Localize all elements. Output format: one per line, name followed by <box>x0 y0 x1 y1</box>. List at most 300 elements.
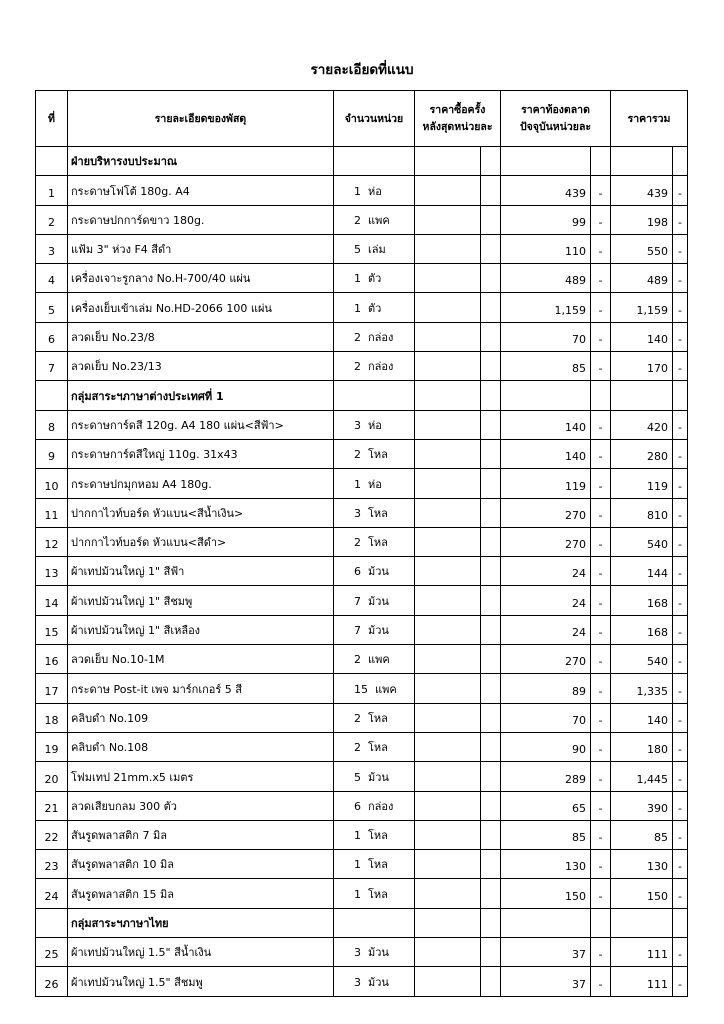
item-detail: ผ้าเทปม้วนใหญ่ 1.5" สีน้ำเงิน <box>68 938 334 967</box>
table-row <box>36 938 688 967</box>
item-detail: กระดาษการ์ดสี 120g. A4 180 แผ่น<สีฟ้า> <box>68 410 334 439</box>
item-price-fraction: - <box>591 615 611 644</box>
last-price-fraction <box>481 498 501 527</box>
item-price: 70 <box>501 703 591 732</box>
item-price: 37 <box>501 938 591 967</box>
empty-cell <box>36 381 68 410</box>
item-no: 17 <box>36 674 68 703</box>
item-total: 140 <box>611 322 673 351</box>
item-price-fraction: - <box>591 586 611 615</box>
table-row <box>36 527 688 556</box>
item-total: 540 <box>611 527 673 556</box>
item-detail: เครื่องเจาะรูกลาง No.H-700/40 แผ่น <box>68 264 334 293</box>
item-price-fraction: - <box>591 762 611 791</box>
item-price-fraction: - <box>591 703 611 732</box>
item-no: 5 <box>36 293 68 322</box>
last-price-fraction <box>481 234 501 263</box>
last-price <box>415 352 481 381</box>
item-total: 489 <box>611 264 673 293</box>
empty-cell <box>415 908 481 937</box>
item-no: 2 <box>36 205 68 234</box>
last-price <box>415 557 481 586</box>
item-total: 111 <box>611 938 673 967</box>
item-total-fraction: - <box>673 967 688 996</box>
last-price-fraction <box>481 176 501 205</box>
item-qty: 1 <box>354 858 361 872</box>
item-qty-cell <box>334 527 415 556</box>
item-qty: 2 <box>354 360 361 374</box>
item-price-fraction: - <box>591 352 611 381</box>
last-price <box>415 967 481 996</box>
last-price-fraction <box>481 264 501 293</box>
last-price-fraction <box>481 557 501 586</box>
item-detail: ผ้าเทปม้วนใหญ่ 1" สีเหลือง <box>68 615 334 644</box>
table-row <box>36 791 688 820</box>
last-price <box>415 615 481 644</box>
item-total-fraction: - <box>673 557 688 586</box>
last-price <box>415 322 481 351</box>
items-table <box>35 90 688 997</box>
item-unit: โหล <box>368 887 388 901</box>
item-no: 20 <box>36 762 68 791</box>
item-no: 3 <box>36 234 68 263</box>
table-row <box>36 645 688 674</box>
page-title: รายละเอียดที่แนบ <box>310 62 414 78</box>
item-unit: ม้วน <box>368 975 389 989</box>
last-price <box>415 879 481 908</box>
item-qty: 5 <box>354 243 361 257</box>
group-row <box>36 381 688 410</box>
table-row <box>36 322 688 351</box>
item-no: 23 <box>36 850 68 879</box>
item-unit: ห่อ <box>368 477 382 491</box>
table-row <box>36 615 688 644</box>
header-qty: จำนวนหน่วย <box>334 91 415 147</box>
item-detail: กระดาษปกการ์ดขาว 180g. <box>68 205 334 234</box>
item-total: 168 <box>611 615 673 644</box>
last-price-fraction <box>481 322 501 351</box>
last-price-fraction <box>481 410 501 439</box>
item-price-fraction: - <box>591 791 611 820</box>
item-unit: กล่อง <box>368 799 394 813</box>
item-qty: 7 <box>354 594 361 608</box>
item-unit: แพค <box>375 682 397 696</box>
table-row <box>36 352 688 381</box>
item-no: 24 <box>36 879 68 908</box>
item-total: 168 <box>611 586 673 615</box>
table-row <box>36 205 688 234</box>
item-detail: โฟมเทป 21mm.x5 เมตร <box>68 762 334 791</box>
item-price: 270 <box>501 527 591 556</box>
empty-cell <box>334 908 415 937</box>
item-no: 1 <box>36 176 68 205</box>
item-total-fraction: - <box>673 176 688 205</box>
item-detail: ผ้าเทปม้วนใหญ่ 1.5" สีชมพู <box>68 967 334 996</box>
table-row <box>36 879 688 908</box>
last-price <box>415 527 481 556</box>
item-qty: 3 <box>354 418 361 432</box>
last-price-fraction <box>481 674 501 703</box>
last-price-fraction <box>481 205 501 234</box>
item-total-fraction: - <box>673 850 688 879</box>
item-no: 26 <box>36 967 68 996</box>
item-unit: โหล <box>368 829 388 843</box>
last-price-fraction <box>481 703 501 732</box>
item-detail: กระดาษการ์ดสีใหญ่ 110g. 31x43 <box>68 439 334 468</box>
table-row <box>36 762 688 791</box>
item-detail: ลวดเสียบกลม 300 ตัว <box>68 791 334 820</box>
item-qty-cell <box>334 791 415 820</box>
last-price-fraction <box>481 967 501 996</box>
item-no: 12 <box>36 527 68 556</box>
table-row <box>36 498 688 527</box>
item-total: 180 <box>611 732 673 761</box>
item-unit: ม้วน <box>368 946 389 960</box>
empty-cell <box>591 381 611 410</box>
item-price: 24 <box>501 557 591 586</box>
header-no: ที่ <box>36 91 68 147</box>
table-row <box>36 293 688 322</box>
last-price <box>415 498 481 527</box>
item-total-fraction: - <box>673 762 688 791</box>
item-detail: สันรูดพลาสติก 10 มิล <box>68 850 334 879</box>
item-detail: คลิบดำ No.108 <box>68 732 334 761</box>
item-qty-cell <box>334 674 415 703</box>
item-total: 390 <box>611 791 673 820</box>
item-no: 14 <box>36 586 68 615</box>
item-total: 540 <box>611 645 673 674</box>
table-row <box>36 850 688 879</box>
item-total: 144 <box>611 557 673 586</box>
item-price-fraction: - <box>591 938 611 967</box>
item-price-fraction: - <box>591 234 611 263</box>
header-total: ราคารวม <box>611 91 688 147</box>
table-row <box>36 469 688 498</box>
item-price: 270 <box>501 645 591 674</box>
item-qty: 2 <box>354 653 361 667</box>
item-no: 9 <box>36 439 68 468</box>
item-detail: กระดาษปกมุกหอม A4 180g. <box>68 469 334 498</box>
item-qty-cell <box>334 205 415 234</box>
item-total-fraction: - <box>673 791 688 820</box>
last-price-fraction <box>481 732 501 761</box>
item-detail: ปากกาไวท์บอร์ด หัวแบน<สีน้ำเงิน> <box>68 498 334 527</box>
item-qty-cell <box>334 469 415 498</box>
item-total: 130 <box>611 850 673 879</box>
item-unit: โหล <box>368 448 388 462</box>
item-qty-cell <box>334 439 415 468</box>
item-total-fraction: - <box>673 469 688 498</box>
item-no: 4 <box>36 264 68 293</box>
item-total-fraction: - <box>673 410 688 439</box>
table-row <box>36 557 688 586</box>
item-unit: ม้วน <box>368 565 389 579</box>
item-unit: โหล <box>368 741 388 755</box>
item-no: 13 <box>36 557 68 586</box>
table-row <box>36 176 688 205</box>
item-qty: 2 <box>354 448 361 462</box>
item-unit: ตัว <box>368 301 382 315</box>
item-qty-cell <box>334 557 415 586</box>
item-detail: ลวดเย็บ No.10-1M <box>68 645 334 674</box>
item-price-fraction: - <box>591 645 611 674</box>
item-total-fraction: - <box>673 586 688 615</box>
item-qty: 7 <box>354 624 361 638</box>
item-qty-cell <box>334 850 415 879</box>
item-qty: 3 <box>354 975 361 989</box>
empty-cell <box>481 908 501 937</box>
item-total-fraction: - <box>673 820 688 849</box>
item-total-fraction: - <box>673 879 688 908</box>
item-no: 10 <box>36 469 68 498</box>
item-price: 85 <box>501 820 591 849</box>
last-price <box>415 703 481 732</box>
last-price <box>415 469 481 498</box>
table-row <box>36 732 688 761</box>
item-total: 119 <box>611 469 673 498</box>
item-total: 439 <box>611 176 673 205</box>
last-price <box>415 820 481 849</box>
last-price <box>415 586 481 615</box>
item-detail: เครื่องเย็บเข้าเล่ม No.HD-2066 100 แผ่น <box>68 293 334 322</box>
item-total-fraction: - <box>673 322 688 351</box>
item-total-fraction: - <box>673 234 688 263</box>
item-unit: ห่อ <box>368 184 382 198</box>
item-qty-cell <box>334 879 415 908</box>
item-no: 25 <box>36 938 68 967</box>
last-price-fraction <box>481 645 501 674</box>
table-row <box>36 967 688 996</box>
item-total-fraction: - <box>673 439 688 468</box>
item-total-fraction: - <box>673 498 688 527</box>
item-unit: โหล <box>368 536 388 550</box>
item-total: 810 <box>611 498 673 527</box>
item-unit: ม้วน <box>368 624 389 638</box>
empty-cell <box>611 908 673 937</box>
last-price <box>415 176 481 205</box>
item-qty-cell <box>334 352 415 381</box>
item-qty-cell <box>334 820 415 849</box>
item-price: 110 <box>501 234 591 263</box>
item-total: 420 <box>611 410 673 439</box>
item-price: 99 <box>501 205 591 234</box>
item-unit: ม้วน <box>368 770 389 784</box>
item-price: 90 <box>501 732 591 761</box>
item-price-fraction: - <box>591 879 611 908</box>
item-price: 119 <box>501 469 591 498</box>
empty-cell <box>481 147 501 176</box>
item-price-fraction: - <box>591 820 611 849</box>
empty-cell <box>501 381 591 410</box>
empty-cell <box>36 908 68 937</box>
last-price-fraction <box>481 879 501 908</box>
item-price: 65 <box>501 791 591 820</box>
empty-cell <box>36 147 68 176</box>
item-total: 111 <box>611 967 673 996</box>
item-detail: ลวดเย็บ No.23/8 <box>68 322 334 351</box>
item-no: 6 <box>36 322 68 351</box>
empty-cell <box>591 147 611 176</box>
item-total: 1,445 <box>611 762 673 791</box>
empty-cell <box>611 147 673 176</box>
item-no: 8 <box>36 410 68 439</box>
item-price-fraction: - <box>591 850 611 879</box>
item-total: 1,335 <box>611 674 673 703</box>
group-row <box>36 147 688 176</box>
item-total: 550 <box>611 234 673 263</box>
last-price-fraction <box>481 762 501 791</box>
last-price <box>415 410 481 439</box>
item-qty-cell <box>334 322 415 351</box>
item-unit: กล่อง <box>368 331 394 345</box>
item-qty-cell <box>334 498 415 527</box>
empty-cell <box>673 147 688 176</box>
item-price-fraction: - <box>591 264 611 293</box>
item-price: 289 <box>501 762 591 791</box>
item-price-fraction: - <box>591 967 611 996</box>
last-price <box>415 850 481 879</box>
item-price-fraction: - <box>591 469 611 498</box>
item-unit: กล่อง <box>368 360 394 374</box>
last-price-fraction <box>481 439 501 468</box>
last-price-fraction <box>481 820 501 849</box>
item-price-fraction: - <box>591 439 611 468</box>
item-qty: 3 <box>354 946 361 960</box>
item-price-fraction: - <box>591 732 611 761</box>
item-price: 439 <box>501 176 591 205</box>
item-qty: 2 <box>354 711 361 725</box>
last-price <box>415 234 481 263</box>
item-qty-cell <box>334 264 415 293</box>
last-price <box>415 732 481 761</box>
item-qty-cell <box>334 410 415 439</box>
item-qty: 1 <box>354 887 361 901</box>
item-price: 24 <box>501 615 591 644</box>
item-price: 70 <box>501 322 591 351</box>
empty-cell <box>591 908 611 937</box>
item-qty: 2 <box>354 741 361 755</box>
item-total-fraction: - <box>673 615 688 644</box>
item-total-fraction: - <box>673 732 688 761</box>
last-price-fraction <box>481 791 501 820</box>
empty-cell <box>481 381 501 410</box>
item-total-fraction: - <box>673 703 688 732</box>
item-price: 24 <box>501 586 591 615</box>
group-row <box>36 908 688 937</box>
group-title: กลุ่มสาระฯภาษาไทย <box>68 908 334 937</box>
item-qty-cell <box>334 732 415 761</box>
item-price: 140 <box>501 439 591 468</box>
last-price <box>415 791 481 820</box>
item-price: 89 <box>501 674 591 703</box>
item-total: 140 <box>611 703 673 732</box>
item-total-fraction: - <box>673 293 688 322</box>
item-unit: แพค <box>368 653 390 667</box>
item-unit: แพค <box>368 213 390 227</box>
item-price-fraction: - <box>591 205 611 234</box>
item-qty: 1 <box>354 477 361 491</box>
item-qty-cell <box>334 615 415 644</box>
last-price <box>415 762 481 791</box>
item-qty-cell <box>334 586 415 615</box>
last-price-fraction <box>481 850 501 879</box>
item-price-fraction: - <box>591 674 611 703</box>
item-price-fraction: - <box>591 527 611 556</box>
item-unit: ม้วน <box>368 594 389 608</box>
empty-cell <box>415 381 481 410</box>
item-total: 170 <box>611 352 673 381</box>
item-qty: 1 <box>354 829 361 843</box>
table-row <box>36 586 688 615</box>
item-total-fraction: - <box>673 527 688 556</box>
item-total-fraction: - <box>673 938 688 967</box>
item-price-fraction: - <box>591 293 611 322</box>
item-price-fraction: - <box>591 557 611 586</box>
item-detail: ผ้าเทปม้วนใหญ่ 1" สีฟ้า <box>68 557 334 586</box>
item-price: 140 <box>501 410 591 439</box>
item-price: 489 <box>501 264 591 293</box>
item-qty-cell <box>334 938 415 967</box>
item-unit: โหล <box>368 506 388 520</box>
table-row <box>36 674 688 703</box>
last-price <box>415 439 481 468</box>
empty-cell <box>334 381 415 410</box>
last-price <box>415 264 481 293</box>
item-qty: 2 <box>354 213 361 227</box>
item-total-fraction: - <box>673 674 688 703</box>
item-qty-cell <box>334 762 415 791</box>
item-unit: เล่ม <box>368 243 386 257</box>
last-price-fraction <box>481 527 501 556</box>
item-price-fraction: - <box>591 410 611 439</box>
item-qty-cell <box>334 293 415 322</box>
item-detail: สันรูดพลาสติก 7 มิล <box>68 820 334 849</box>
item-no: 11 <box>36 498 68 527</box>
item-qty: 1 <box>354 301 361 315</box>
item-price-fraction: - <box>591 322 611 351</box>
last-price <box>415 938 481 967</box>
item-price-fraction: - <box>591 176 611 205</box>
item-total-fraction: - <box>673 352 688 381</box>
table-row <box>36 703 688 732</box>
empty-cell <box>673 381 688 410</box>
item-unit: ห่อ <box>368 418 382 432</box>
item-total: 85 <box>611 820 673 849</box>
header-last-price: ราคาซื้อครั้ง หลังสุดหน่วยละ <box>415 91 501 147</box>
item-detail: สันรูดพลาสติก 15 มิล <box>68 879 334 908</box>
item-unit: โหล <box>368 858 388 872</box>
group-title: ฝ่ายบริหารงบประมาณ <box>68 147 334 176</box>
item-total: 1,159 <box>611 293 673 322</box>
table-row <box>36 234 688 263</box>
last-price <box>415 205 481 234</box>
item-qty: 6 <box>354 799 361 813</box>
item-no: 21 <box>36 791 68 820</box>
item-qty-cell <box>334 234 415 263</box>
header-detail: รายละเอียดของพัสดุ <box>68 91 334 147</box>
last-price-fraction <box>481 938 501 967</box>
item-detail: แฟ้ม 3" ห่วง F4 สีดำ <box>68 234 334 263</box>
item-no: 22 <box>36 820 68 849</box>
header-row <box>36 91 688 147</box>
item-qty: 3 <box>354 506 361 520</box>
last-price-fraction <box>481 615 501 644</box>
item-price: 1,159 <box>501 293 591 322</box>
item-no: 7 <box>36 352 68 381</box>
last-price-fraction <box>481 293 501 322</box>
header-market-price: ราคาท้องตลาด ปัจจุบันหน่วยละ <box>501 91 611 147</box>
item-qty: 15 <box>354 682 368 696</box>
